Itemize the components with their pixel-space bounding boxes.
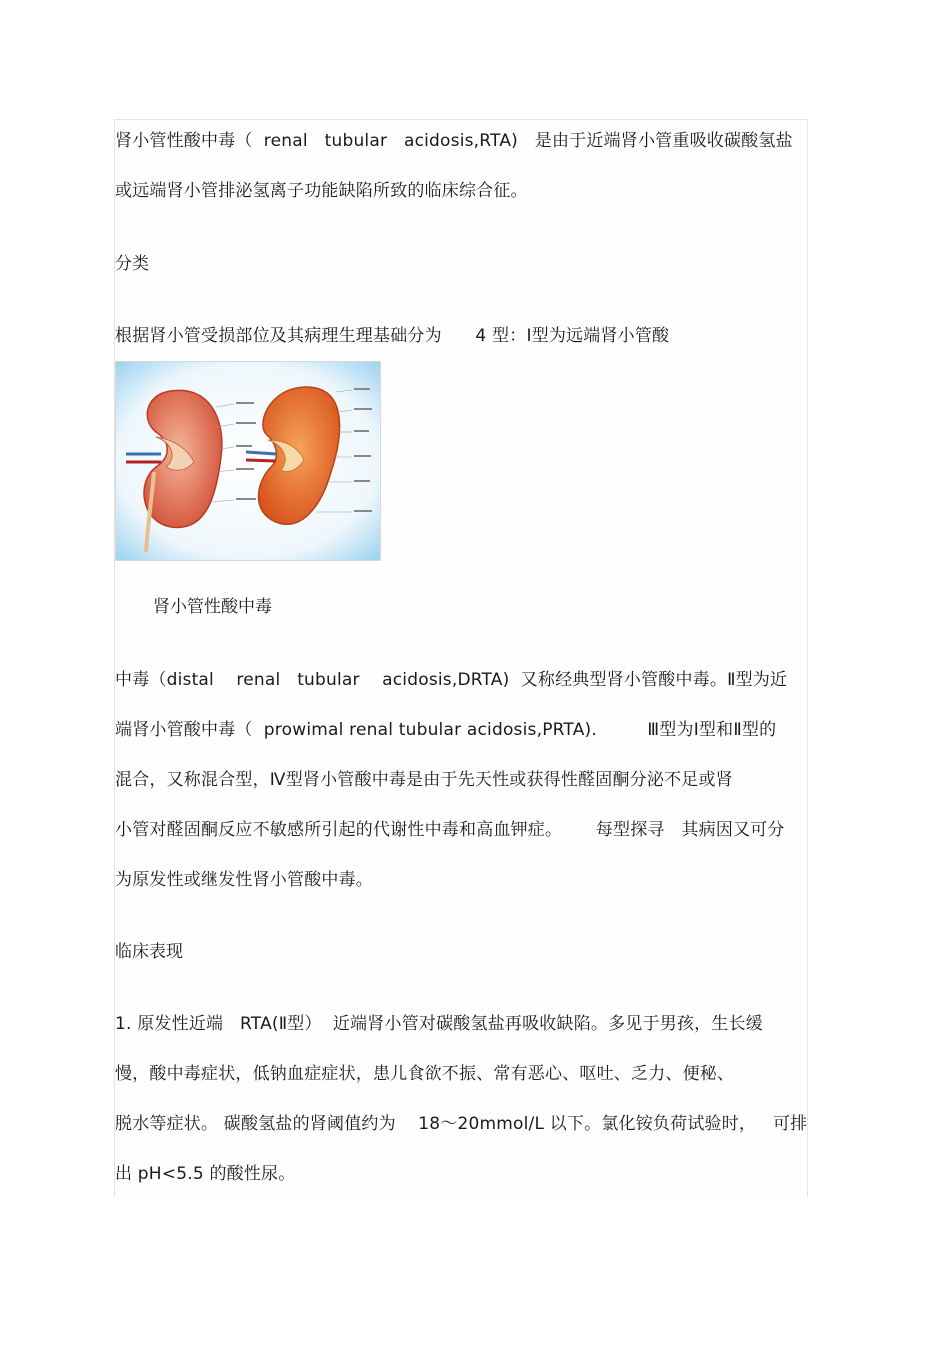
- kidney-illustration: [115, 361, 381, 561]
- paragraph-line: 端肾小管酸中毒（ prowimal renal tubular acidosis,PRTA). Ⅲ型为Ⅰ型和Ⅱ型的: [115, 720, 777, 740]
- paragraph-line: 中毒（distal renal tubular acidosis,DRTA) 又称经典型肾小管酸中毒。Ⅱ型为近: [115, 670, 788, 690]
- paragraph-line: 出 pH<5.5 的酸性尿。: [115, 1164, 296, 1184]
- document-content-frame: [114, 119, 808, 1197]
- paragraph-line: 或远端肾小管排泌氢离子功能缺陷所致的临床综合征。: [115, 181, 528, 201]
- paragraph-line: 根据肾小管受损部位及其病理生理基础分为 4 型：Ⅰ型为远端肾小管酸: [115, 326, 670, 346]
- paragraph-line: 小管对醛固酮反应不敏感所引起的代谢性中毒和高血钾症。 每型探寻 其病因又可分: [115, 820, 785, 840]
- paragraph-line: 为原发性或继发性肾小管酸中毒。: [115, 870, 373, 890]
- paragraph-line: 脱水等症状。 碳酸氢盐的肾阈值约为 18～20mmol/L 以下。氯化铵负荷试验时， 可排: [115, 1114, 808, 1134]
- paragraph-line: 1. 原发性近端 RTA(Ⅱ型） 近端肾小管对碳酸氢盐再吸收缺陷。多见于男孩，生长缓: [115, 1014, 763, 1034]
- paragraph-line: 慢，酸中毒症状，低钠血症症状，患儿食欲不振、常有恶心、呕吐、乏力、便秘、: [115, 1064, 735, 1084]
- figure-caption: 肾小管性酸中毒: [153, 597, 272, 617]
- paragraph-line: 肾小管性酸中毒（ renal tubular acidosis,RTA) 是由于近端肾小管重吸收碳酸氢盐: [115, 131, 793, 151]
- section-heading-clinical: 临床表现: [115, 942, 183, 962]
- section-heading-classification: 分类: [115, 254, 149, 274]
- paragraph-line: 混合，又称混合型，Ⅳ型肾小管酸中毒是由于先天性或获得性醛固酮分泌不足或肾: [115, 770, 733, 790]
